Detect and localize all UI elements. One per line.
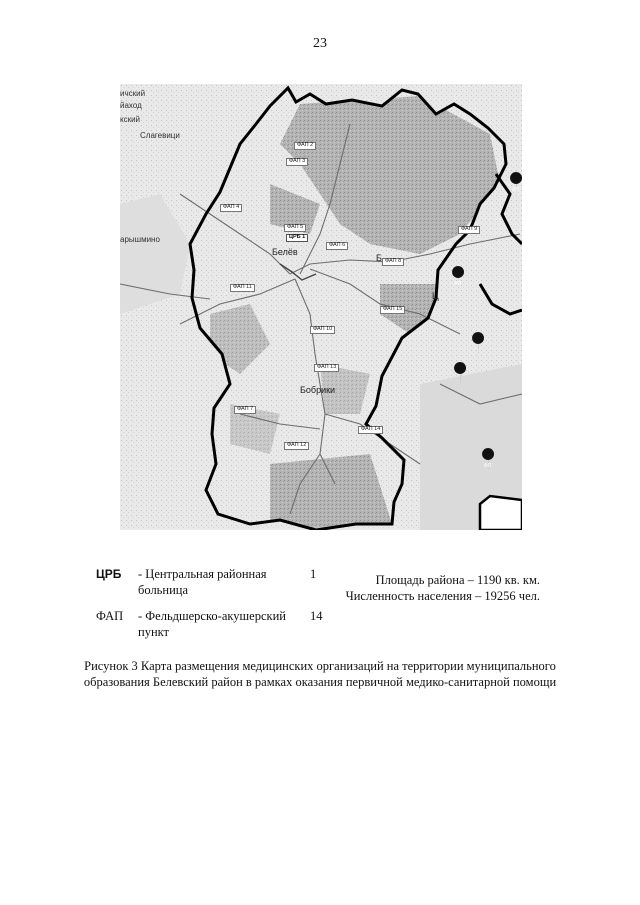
district-population: Численность населения – 19256 чел.: [345, 589, 540, 603]
fap-marker: ФАП 11: [230, 284, 255, 292]
fap-marker: ФАП 2: [294, 142, 316, 150]
district-area: Площадь района – 1190 кв. км.: [375, 573, 540, 587]
town-label: Б: [376, 253, 382, 263]
legend-abbr: ЦРБ: [96, 567, 122, 581]
fap-marker: ФАП 10: [310, 326, 335, 334]
neighbor-label: йаход: [120, 101, 142, 110]
legend-count: 1: [310, 567, 317, 581]
fap-marker: ФАП 6: [326, 242, 348, 250]
fap-marker: ФАП 5: [284, 224, 306, 232]
fap-marker: ФАП 7: [234, 406, 256, 414]
neighbor-label: Слагевици: [140, 131, 180, 140]
fap-marker: ФАП 14: [358, 426, 383, 434]
fap-marker: ФАП 15: [380, 306, 405, 314]
fap-marker: ФАП 12: [284, 442, 309, 450]
caption-line: образования Белевский район в рамках оказания первичной медико-санитарной помощи: [83, 675, 557, 689]
district-stats: [346, 572, 540, 604]
figure-caption: [0, 658, 640, 690]
neighbor-label: ичский: [120, 89, 146, 98]
marker-label: ФП: [484, 463, 492, 469]
town-label: Ц: [432, 291, 439, 301]
marker-label: ФП: [454, 281, 462, 287]
legend-description: - Центральная районная больница: [138, 567, 267, 597]
map-graphic: [120, 84, 522, 530]
fap-marker: ФАП 9: [458, 226, 480, 234]
caption-line: Рисунок 3 Карта размещения медицинских организаций на территории муниципального: [84, 659, 556, 673]
fap-marker: ФАП 13: [314, 364, 339, 372]
district-map: [120, 84, 522, 530]
crb-marker: ЦРБ 1: [286, 234, 308, 242]
neighbor-label: кский: [120, 115, 141, 124]
town-label-bobriki: Бобрики: [300, 385, 336, 395]
fap-marker: ФАП 8: [382, 258, 404, 266]
fap-marker: ФАП 4: [220, 204, 242, 212]
marker-label: ФП: [512, 187, 520, 193]
legend-abbr: ФАП: [96, 609, 124, 623]
page-number: 23: [313, 36, 327, 51]
legend-description: - Фельдшерско-акушерский пункт: [138, 609, 286, 639]
town-label-belev: Белёв: [272, 247, 298, 257]
fap-marker: ФАП 3: [286, 158, 308, 166]
neighbor-label: арышмино: [120, 235, 160, 244]
legend-count: 14: [310, 609, 323, 623]
